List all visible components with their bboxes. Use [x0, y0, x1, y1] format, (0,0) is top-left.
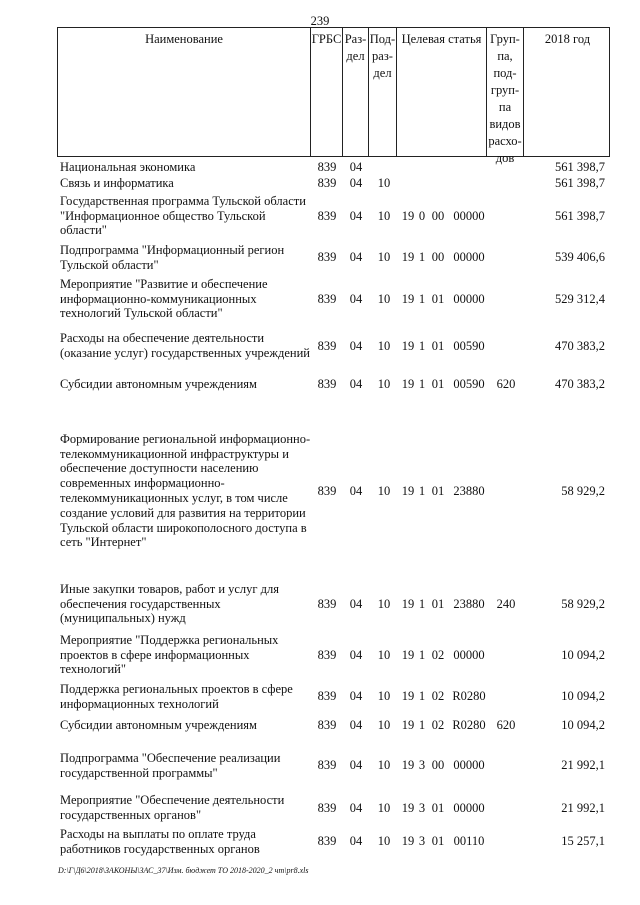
row-celevaya-program: 19: [401, 376, 415, 391]
row-name: Национальная экономика: [60, 159, 196, 174]
row-celevaya-program: 19: [401, 596, 415, 611]
row-celevaya-direction: 00110: [453, 834, 485, 849]
row-amount: 539 406,6: [555, 250, 605, 265]
row-vid: [492, 418, 520, 564]
row-razdel: 04: [349, 291, 363, 306]
row-razdel: 04: [349, 250, 363, 265]
row-celevaya-program: 19: [401, 717, 415, 732]
row-razdel: 04: [349, 717, 363, 732]
row-name: Государственная программа Тульской области "Информационное общество Тульской области": [60, 193, 306, 238]
table-row: [0, 825, 640, 858]
row-celevaya-program: 19: [401, 483, 415, 498]
row-celevaya-direction: 00000: [453, 208, 485, 223]
row-celevaya-program: 19: [401, 800, 415, 815]
row-grbs: 839: [317, 596, 337, 611]
row-celevaya-subprogram: 1: [418, 291, 426, 306]
row-razdel: 04: [349, 376, 363, 391]
table-row: [0, 680, 640, 713]
row-grbs: 839: [317, 647, 337, 662]
row-grbs: 839: [317, 208, 337, 223]
table-row: [0, 630, 640, 680]
row-razdel: 04: [349, 834, 363, 849]
table-row: [0, 748, 640, 783]
row-amount: 10 094,2: [561, 689, 605, 704]
row-vid: [492, 321, 520, 371]
row-grbs: 839: [317, 800, 337, 815]
row-vid: [492, 748, 520, 783]
row-celevaya-direction: R0280: [452, 689, 486, 704]
row-celevaya-subprogram: [417, 159, 427, 175]
row-celevaya-subprogram: 0: [418, 208, 426, 223]
row-podrazdel: 10: [377, 834, 391, 849]
row-podrazdel: 10: [377, 376, 391, 391]
row-podrazdel: [374, 159, 394, 175]
row-amount: 470 383,2: [555, 376, 605, 391]
row-grbs: 839: [317, 376, 337, 391]
row-grbs: 839: [317, 291, 337, 306]
row-vid: 240: [496, 596, 516, 611]
row-podrazdel: 10: [377, 800, 391, 815]
row-celevaya-subprogram: 1: [418, 376, 426, 391]
row-name: Подпрограмма "Информационный регион Тульской области": [60, 242, 285, 272]
row-name: Субсидии автономным учреждениям: [60, 376, 257, 391]
row-podrazdel: 10: [377, 689, 391, 704]
header-year: 2018 год: [544, 32, 591, 46]
page-number: 239: [310, 14, 330, 28]
table-row: [0, 274, 640, 324]
row-grbs: 839: [317, 834, 337, 849]
row-grbs: 839: [317, 483, 337, 498]
row-grbs: 839: [317, 758, 337, 773]
header-podrazdel: Под- раз- дел: [369, 28, 397, 156]
row-celevaya-event: 00: [431, 250, 445, 265]
row-grbs: 839: [317, 338, 337, 353]
header-vid-raskhodov: Груп- па, под- груп- па видов расхо- дов: [487, 28, 524, 156]
row-celevaya-event: 01: [431, 376, 445, 391]
row-celevaya-direction: R0280: [452, 717, 486, 732]
row-celevaya-direction: 00000: [453, 647, 485, 662]
row-celevaya-event: 01: [431, 800, 445, 815]
row-vid: [492, 825, 520, 858]
row-celevaya-event: 01: [431, 596, 445, 611]
row-celevaya-event: 02: [431, 647, 445, 662]
row-celevaya-direction: 23880: [453, 596, 485, 611]
row-celevaya-event: 01: [431, 483, 445, 498]
row-podrazdel: 10: [377, 175, 391, 190]
row-amount: 58 929,2: [561, 483, 605, 498]
row-vid: [492, 241, 520, 274]
table-row: [0, 241, 640, 274]
row-celevaya-subprogram: 1: [418, 250, 426, 265]
row-celevaya-event: [431, 159, 445, 175]
row-celevaya-program: 19: [401, 758, 415, 773]
table-row: [0, 418, 640, 564]
row-grbs: 839: [317, 689, 337, 704]
row-celevaya-subprogram: 3: [418, 834, 426, 849]
row-celevaya-program: 19: [401, 834, 415, 849]
header-name: Наименование: [58, 28, 311, 156]
row-name: Подпрограмма "Обеспечение реализации государственной программы": [60, 750, 281, 780]
row-celevaya-subprogram: 1: [418, 596, 426, 611]
row-celevaya-event: [431, 175, 445, 191]
row-vid: [492, 175, 520, 191]
row-celevaya-subprogram: 3: [418, 800, 426, 815]
row-vid: [492, 159, 520, 175]
row-podrazdel: 10: [377, 483, 391, 498]
row-celevaya-program: 19: [401, 291, 415, 306]
row-celevaya-subprogram: 1: [418, 483, 426, 498]
table-row: [0, 791, 640, 825]
row-razdel: 04: [349, 647, 363, 662]
row-amount: 561 398,7: [555, 208, 605, 223]
row-name: Мероприятие "Развитие и обеспечение информационно-коммуникационных технологий Тульской области": [60, 276, 268, 321]
row-podrazdel: 10: [377, 250, 391, 265]
row-celevaya-subprogram: 1: [418, 717, 426, 732]
row-razdel: 04: [349, 689, 363, 704]
row-razdel: 04: [349, 758, 363, 773]
row-celevaya-direction: 23880: [453, 483, 485, 498]
row-celevaya-event: 02: [431, 717, 445, 732]
row-celevaya-direction: 00000: [453, 758, 485, 773]
row-name: Мероприятие "Поддержка региональных проектов в сфере информационных технологий": [60, 632, 279, 677]
row-amount: 10 094,2: [561, 647, 605, 662]
row-celevaya-subprogram: 1: [418, 338, 426, 353]
row-vid: [492, 274, 520, 324]
row-celevaya-direction: [451, 159, 487, 175]
row-celevaya-direction: 00000: [453, 291, 485, 306]
row-celevaya-event: 00: [431, 208, 445, 223]
row-razdel: 04: [349, 159, 363, 174]
row-name: Субсидии автономным учреждениям: [60, 717, 257, 732]
row-podrazdel: 10: [377, 338, 391, 353]
row-celevaya-event: 02: [431, 689, 445, 704]
row-name: Расходы на выплаты по оплате труда работников государственных органов: [60, 826, 260, 856]
row-razdel: 04: [349, 800, 363, 815]
row-celevaya-direction: [451, 175, 487, 191]
row-amount: 529 312,4: [555, 291, 605, 306]
row-razdel: 04: [349, 175, 363, 190]
table-row: [0, 175, 640, 191]
row-podrazdel: 10: [377, 717, 391, 732]
row-name: Поддержка региональных проектов в сфере информационных технологий: [60, 681, 293, 711]
table-row: [0, 374, 640, 394]
row-grbs: 839: [317, 250, 337, 265]
row-vid: [492, 191, 520, 241]
row-celevaya-event: 01: [431, 338, 445, 353]
table-row: [0, 159, 640, 175]
row-celevaya-program: 19: [401, 250, 415, 265]
row-podrazdel: 10: [377, 596, 391, 611]
header-celevaya-statya: Целевая статья: [397, 28, 487, 156]
row-grbs: 839: [317, 175, 337, 190]
row-name: Мероприятие "Обеспечение деятельности государственных органов": [60, 793, 285, 822]
row-celevaya-event: 01: [431, 834, 445, 849]
row-celevaya-event: 01: [431, 291, 445, 306]
row-amount: 58 929,2: [561, 596, 605, 611]
row-celevaya-event: 00: [431, 758, 445, 773]
row-amount: 10 094,2: [561, 717, 605, 732]
row-vid: [492, 680, 520, 713]
footer-file-path: D:\Г\Д6\2018\ЗАКОНЫ\ЗАС_37\Изм. бюджет ТО 2018-2020_2 чт\pr8.xls: [58, 866, 309, 875]
row-celevaya-subprogram: [417, 175, 427, 191]
row-grbs: 839: [317, 717, 337, 732]
header-grbs: ГРБС: [311, 28, 343, 156]
table-row: [0, 580, 640, 628]
row-celevaya-subprogram: 3: [418, 758, 426, 773]
row-name: Иные закупки товаров, работ и услуг для обеспечения государственных (муниципальных) нужд: [60, 581, 280, 626]
row-podrazdel: 10: [377, 208, 391, 223]
row-razdel: 04: [349, 208, 363, 223]
table-header: [57, 27, 610, 165]
row-vid: [492, 630, 520, 680]
row-celevaya-direction: 00590: [453, 376, 485, 391]
row-razdel: 04: [349, 596, 363, 611]
row-razdel: 04: [349, 483, 363, 498]
table-row: [0, 321, 640, 371]
row-celevaya-program: [402, 159, 414, 175]
row-celevaya-direction: 00000: [453, 800, 485, 815]
row-celevaya-subprogram: 1: [418, 647, 426, 662]
row-name: Формирование региональной информационно-телекоммуникационной инфраструктуры и обеспечение доступности населению современных информационно-телекоммуникационных услуг, в том числе создание условий для развития на территории Тульской области широкополосного доступа в сеть "Интернет": [60, 431, 311, 550]
header-razdel: Раз- дел: [343, 28, 369, 156]
row-celevaya-direction: 00000: [453, 250, 485, 265]
row-amount: 15 257,1: [561, 834, 605, 849]
table-row: [0, 715, 640, 735]
row-celevaya-program: 19: [401, 208, 415, 223]
row-amount: 21 992,1: [561, 758, 605, 773]
row-name: Связь и информатика: [60, 175, 174, 190]
row-celevaya-program: 19: [401, 689, 415, 704]
row-amount: 561 398,7: [555, 159, 605, 174]
row-podrazdel: 10: [377, 291, 391, 306]
row-podrazdel: 10: [377, 647, 391, 662]
row-vid: 620: [496, 376, 516, 391]
row-celevaya-direction: 00590: [453, 338, 485, 353]
row-vid: [492, 791, 520, 825]
row-celevaya-program: [402, 175, 414, 191]
row-razdel: 04: [349, 338, 363, 353]
row-celevaya-program: 19: [401, 338, 415, 353]
row-celevaya-program: 19: [401, 647, 415, 662]
row-podrazdel: 10: [377, 758, 391, 773]
table-row: [0, 191, 640, 241]
row-grbs: 839: [317, 159, 337, 174]
row-amount: 21 992,1: [561, 800, 605, 815]
row-amount: 561 398,7: [555, 175, 605, 190]
row-name: Расходы на обеспечение деятельности (оказание услуг) государственных учреждений: [60, 331, 310, 360]
row-amount: 470 383,2: [555, 338, 605, 353]
row-celevaya-subprogram: 1: [418, 689, 426, 704]
row-vid: 620: [496, 717, 516, 732]
